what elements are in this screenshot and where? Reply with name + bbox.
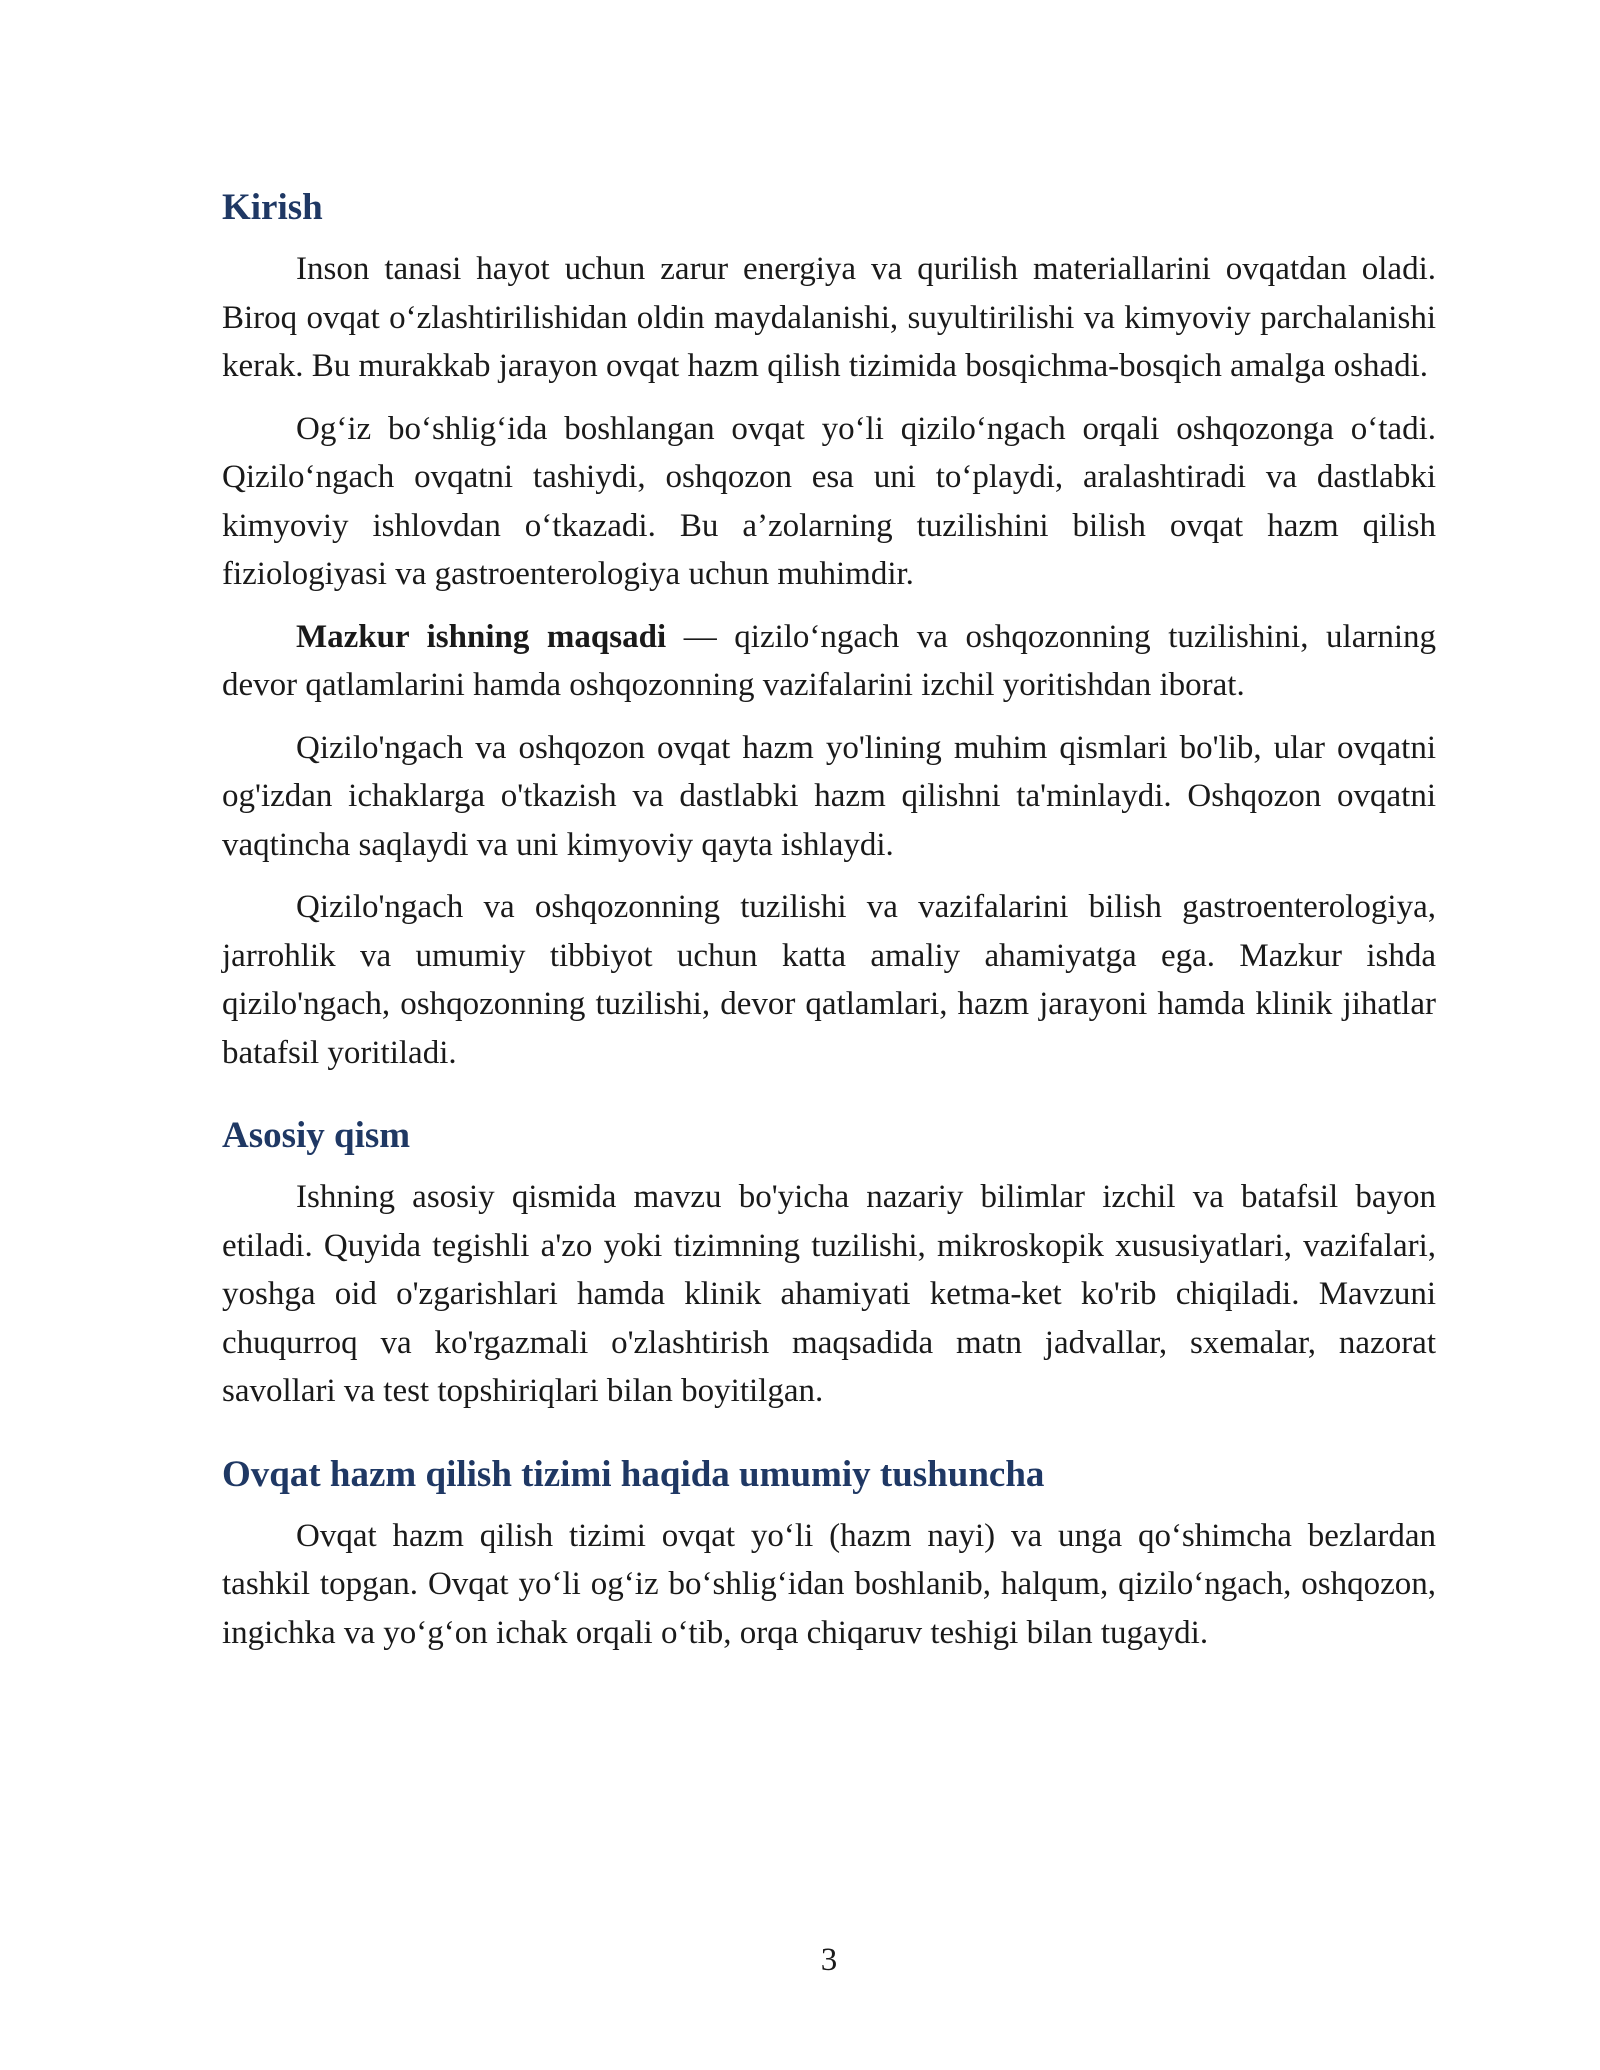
heading-asosiy-qism: Asosiy qism: [222, 1115, 411, 1156]
paragraph-intro-5: Qizilo'ngach va oshqozonning tuzilishi va vazifalarini bilish gastroenterologiya, jarrohlik va umumiy tibbiyot uchun katta amaliy ahamiyatga ega. Mazkur ishda qizilo'ngach, oshqozonning tuzilishi, devor qatlamlari, hazm jarayoni hamda klinik jihatlar batafsil yoritiladi.: [222, 889, 1436, 1071]
paragraph-overview-1: Ovqat hazm qilish tizimi ovqat yo‘li (hazm nayi) va unga qo‘shimcha bezlardan tashkil topgan. Ovqat yo‘li og‘iz bo‘shlig‘idan boshlanib, halqum, qizilo‘ngach, oshqozon, ingichka va yo‘g‘on ichak orqali o‘tib, orqa chiqaruv teshigi bilan tugaydi.: [222, 1517, 1436, 1651]
document-page: [222, 185, 1436, 1671]
page-number: 3: [820, 1942, 838, 1978]
heading-kirish: Kirish: [222, 187, 323, 228]
paragraph-goal: [222, 613, 1436, 710]
paragraph-intro-1: Inson tanasi hayot uchun zarur energiya va qurilish materiallarini ovqatdan oladi. Biroq ovqat o‘zlashtirilishidan oldin maydalanishi, suyultirilishi va kimyoviy parchalanishi kerak. Bu murakkab jarayon ovqat hazm qilish tizimida bosqichma-bosqich amalga oshadi.: [222, 251, 1436, 384]
paragraph-intro-2: Og‘iz bo‘shlig‘ida boshlangan ovqat yo‘li qizilo‘ngach orqali oshqozonga o‘tadi. Qizilo‘ngach ovqatni tashiydi, oshqozon esa uni to‘playdi, aralashtiradi va dastlabki kimyoviy ishlovdan o‘tkazadi. Bu a’zolarning tuzilishini bilish ovqat hazm qilish fiziologiyasi va gastroenterologiya uchun muhimdir.: [222, 410, 1436, 592]
paragraph-intro-4: Qizilo'ngach va oshqozon ovqat hazm yo'lining muhim qismlari bo'lib, ular ovqatni og'izdan ichaklarga o'tkazish va dastlabki hazm qilishni ta'minlaydi. Oshqozon ovqatni vaqtincha saqlaydi va uni kimyoviy qayta ishlaydi.: [222, 729, 1436, 863]
paragraph-main-1: Ishning asosiy qismida mavzu bo'yicha nazariy bilimlar izchil va batafsil bayon etiladi. Quyida tegishli a'zo yoki tizimning tuzilishi, mikroskopik xususiyatlari, vazifalari, yoshga oid o'zgarishlari hamda klinik ahamiyati ketma-ket ko'rib chiqiladi. Mavzuni chuqurroq va ko'rgazmali o'zlashtirish maqsadida matn jadvallar, sxemalar, nazorat savollari va test topshiriqlari bilan boyitilgan.: [222, 1179, 1436, 1409]
goal-bold-label: Mazkur ishning maqsadi: [296, 618, 667, 655]
heading-digestive-overview: Ovqat hazm qilish tizimi haqida umumiy tushuncha: [222, 1453, 1045, 1495]
goal-text: — qizilo‘ngach va oshqozonning tuzilishini, ularning devor qatlamlarini hamda oshqozonning vazifalarini izchil yoritishdan iborat.: [222, 618, 1437, 703]
